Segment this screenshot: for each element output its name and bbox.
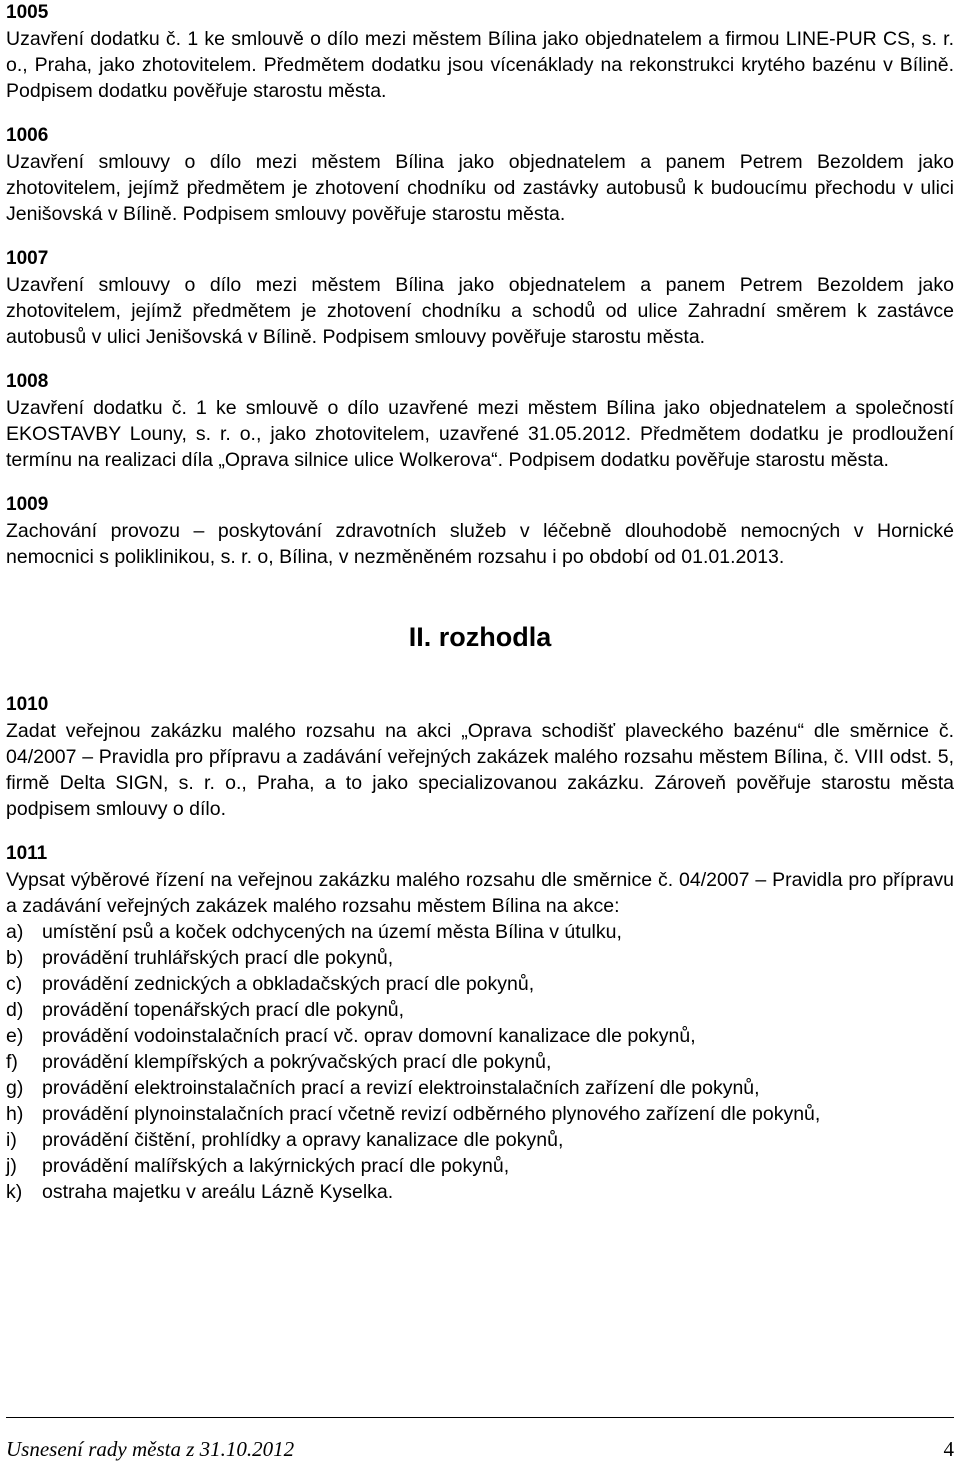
resolution-intro: Vypsat výběrové řízení na veřejnou zakázku malého rozsahu dle směrnice č. 04/2007 – Pravidla pro přípravu a zadávání veřejných zakázek malého rozsahu městem Bílina na akce:	[6, 869, 954, 917]
resolution-number: 1005	[6, 2, 49, 23]
resolution-text: Uzavření smlouvy o dílo mezi městem Bílina jako objednatelem a panem Petrem Bezoldem jako zhotovitelem, jejímž předmětem je zhotovení chodníku a schodů od ulice Zahradní směrem k zastávce autobusů v ulici Jenišovská v Bílině. Podpisem smlouvy pověřuje starostu města.	[6, 274, 954, 348]
item-text: ostraha majetku v areálu Lázně Kyselka.	[42, 1181, 394, 1203]
list-item	[6, 997, 954, 1023]
item-label: f)	[6, 1051, 18, 1073]
resolution-1008	[6, 369, 954, 473]
section-heading: II. rozhodla	[408, 622, 552, 652]
item-text: provádění malířských a lakýrnických prací dle pokynů,	[42, 1155, 510, 1177]
item-label: c)	[6, 973, 23, 995]
list-item	[6, 1179, 954, 1205]
item-text: provádění elektroinstalačních prací a revizí elektroinstalačních zařízení dle pokynů,	[42, 1077, 760, 1099]
page-footer	[6, 1417, 954, 1464]
item-label: k)	[6, 1181, 23, 1203]
item-text: provádění truhlářských prací dle pokynů,	[42, 947, 394, 969]
resolution-number: 1007	[6, 248, 49, 269]
item-label: e)	[6, 1025, 24, 1047]
item-label: j)	[6, 1155, 17, 1177]
resolution-1010	[6, 692, 954, 822]
resolution-text: Uzavření dodatku č. 1 ke smlouvě o dílo mezi městem Bílina jako objednatelem a firmou LINE-PUR CS, s. r. o., Praha, jako zhotovitelem. Předmětem dodatku jsou vícenáklady na rekonstrukci krytého bazénu v Bílině. Podpisem dodatku pověřuje starostu města.	[6, 28, 954, 102]
resolution-number: 1006	[6, 125, 49, 146]
resolution-number: 1010	[6, 694, 49, 715]
item-label: d)	[6, 999, 24, 1021]
list-item	[6, 1101, 954, 1127]
list-item	[6, 1049, 954, 1075]
list-item	[6, 919, 954, 945]
resolution-1009	[6, 492, 954, 570]
list-item	[6, 1023, 954, 1049]
item-text: provádění topenářských prací dle pokynů,	[42, 999, 405, 1021]
item-label: b)	[6, 947, 24, 969]
resolution-1011	[6, 841, 954, 1205]
resolution-text: Zachování provozu – poskytování zdravotních služeb v léčebně dlouhodobě nemocných v Hornické nemocnici s poliklinikou, s. r. o, Bílina, v nezměněném rozsahu i po období od 01.01.2013.	[6, 520, 954, 568]
item-text: provádění čištění, prohlídky a opravy kanalizace dle pokynů,	[42, 1129, 564, 1151]
item-text: provádění klempířských a pokrývačských prací dle pokynů,	[42, 1051, 552, 1073]
list-item	[6, 945, 954, 971]
item-text: provádění plynoinstalačních prací včetně revizí odběrného plynového zařízení dle pokynů,	[42, 1103, 821, 1125]
item-label: a)	[6, 921, 24, 943]
resolution-1006	[6, 123, 954, 227]
item-text: umístění psů a koček odchycených na území města Bílina v útulku,	[42, 921, 622, 943]
list-item	[6, 1127, 954, 1153]
resolution-text: Uzavření smlouvy o dílo mezi městem Bílina jako objednatelem a panem Petrem Bezoldem jako zhotovitelem, jejímž předmětem je zhotovení chodníku od zastávky autobusů k budoucímu přechodu v ulici Jenišovská v Bílině. Podpisem smlouvy pověřuje starostu města.	[6, 151, 954, 225]
resolution-text: Uzavření dodatku č. 1 ke smlouvě o dílo uzavřené mezi městem Bílina jako objednatelem a společností EKOSTAVBY Louny, s. r. o., jako zhotovitelem, uzavřené 31.05.2012. Předmětem dodatku je prodloužení termínu na realizaci díla „Oprava silnice ulice Wolkerova“. Podpisem dodatku pověřuje starostu města.	[6, 397, 954, 471]
resolution-text: Zadat veřejnou zakázku malého rozsahu na akci „Oprava schodišť plaveckého bazénu“ dle směrnice č. 04/2007 – Pravidla pro přípravu a zadávání veřejných zakázek malého rozsahu městem Bílina, č. VIII odst. 5, firmě Delta SIGN, s. r. o., Praha, a to jako specializovanou zakázku. Zároveň pověřuje starostu města podpisem smlouvy o dílo.	[6, 720, 954, 820]
resolution-number: 1008	[6, 371, 49, 392]
resolution-number: 1011	[6, 843, 48, 864]
item-text: provádění vodoinstalačních prací vč. oprav domovní kanalizace dle pokynů,	[42, 1025, 696, 1047]
resolution-1007	[6, 246, 954, 350]
item-label: h)	[6, 1103, 24, 1125]
page-number: 4	[943, 1437, 954, 1461]
resolution-number: 1009	[6, 494, 49, 515]
document-page	[6, 0, 954, 1205]
item-text: provádění zednických a obkladačských prací dle pokynů,	[42, 973, 535, 995]
resolution-1005	[6, 0, 954, 104]
list-item	[6, 971, 954, 997]
action-list	[6, 919, 954, 1205]
item-label: i)	[6, 1129, 17, 1151]
footer-title: Usnesení rady města z 31.10.2012	[6, 1437, 295, 1461]
item-label: g)	[6, 1077, 24, 1099]
list-item	[6, 1075, 954, 1101]
list-item	[6, 1153, 954, 1179]
